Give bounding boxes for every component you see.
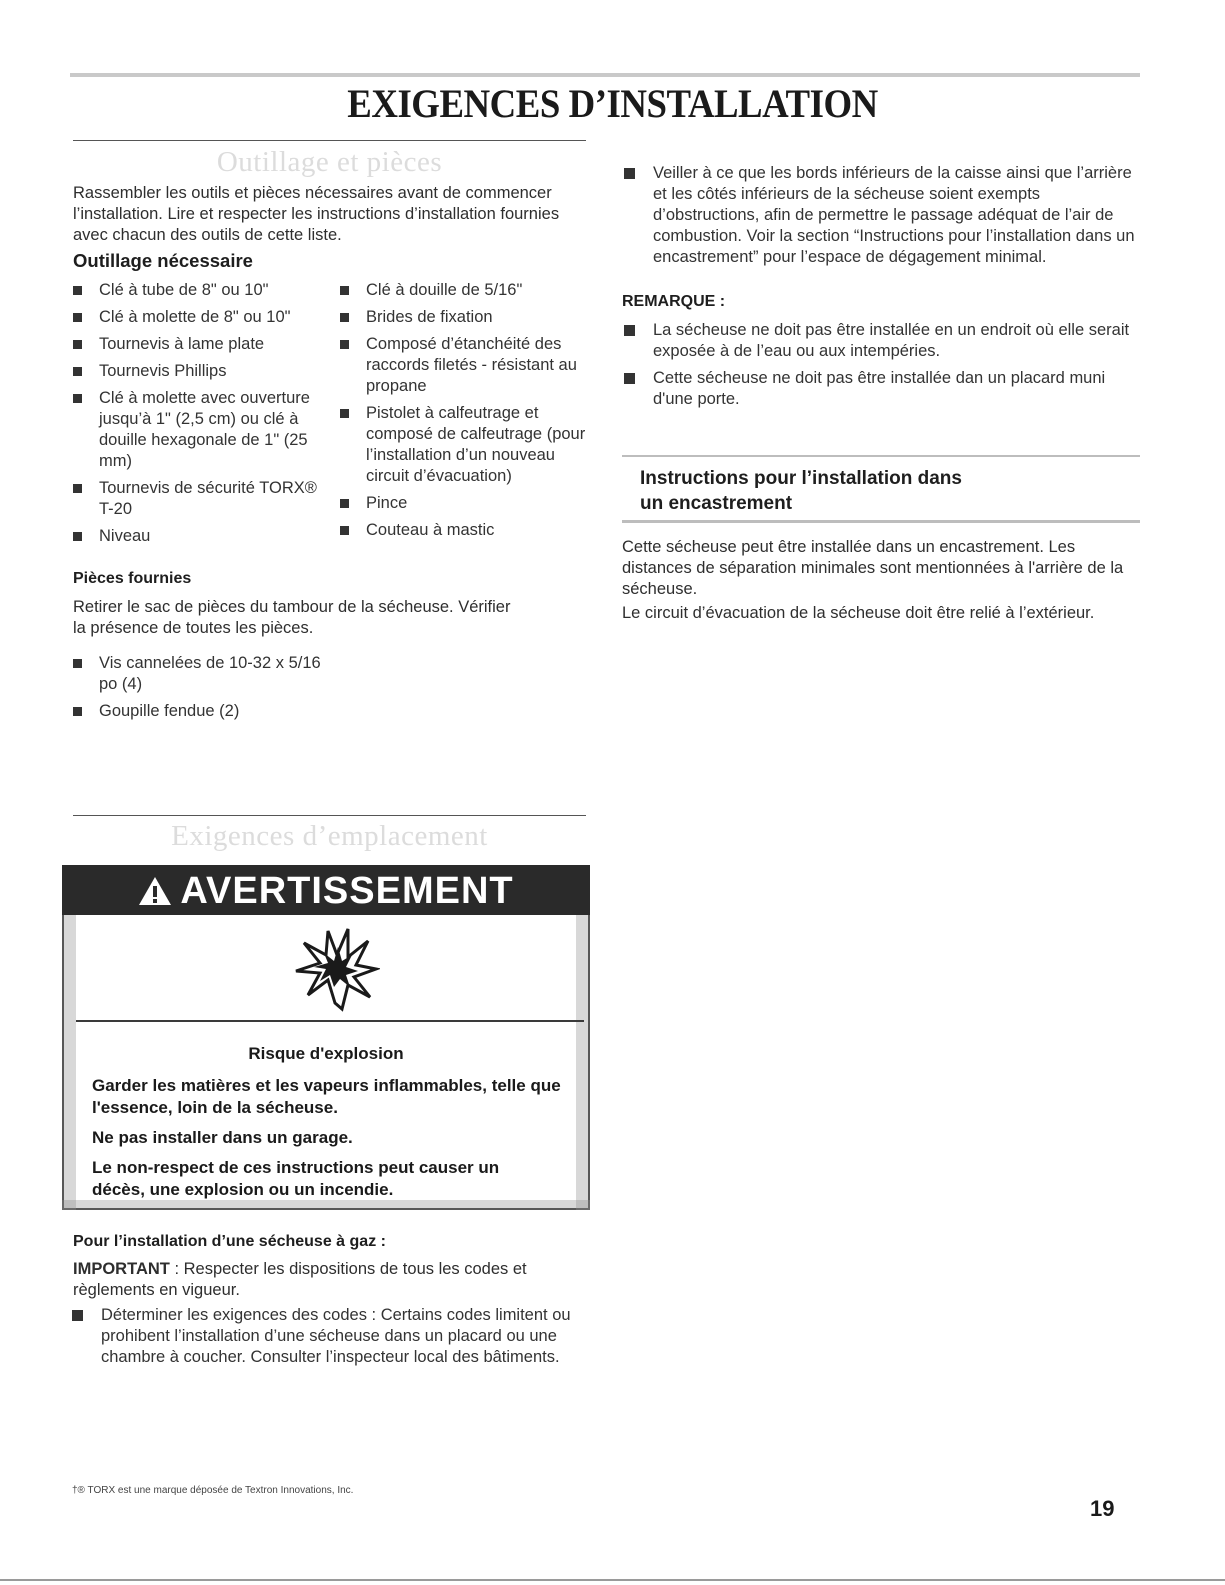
- section-rule: [73, 815, 586, 816]
- bullet-icon: [73, 707, 82, 716]
- tools-intro: Rassembler les outils et pièces nécessaires avant de commencer l’installation. Lire et respecter les instructions d’installation fournies avec chacun des outils de cette liste.: [73, 184, 560, 244]
- list-item: Goupille fendue (2): [71, 701, 321, 722]
- bullet-icon: [72, 1310, 83, 1321]
- important-label: IMPORTANT: [73, 1260, 170, 1278]
- important-text: : Respecter les dispositions de tous les codes et règlements en vigueur.: [73, 1260, 527, 1299]
- bullet-icon: [73, 659, 82, 668]
- bullet-icon: [340, 499, 349, 508]
- bullet-icon: [73, 532, 82, 541]
- list-item: Clé à molette de 8" ou 10": [71, 307, 321, 328]
- list-item: Tournevis Phillips: [71, 361, 321, 382]
- gas-list: [70, 1305, 588, 1374]
- remark-list: [622, 320, 1140, 416]
- warning-title: AVERTISSEMENT: [62, 870, 590, 913]
- bullet-icon: [73, 394, 82, 403]
- gas-heading: Pour l’installation d’une sécheuse à gaz :: [73, 1233, 386, 1250]
- alcove-rule-top: [622, 455, 1140, 457]
- bullet-icon: [340, 313, 349, 322]
- list-item: Couteau à mastic: [338, 520, 590, 541]
- bullet-icon: [73, 286, 82, 295]
- list-item: Pince: [338, 493, 590, 514]
- section-heading-location: Exigences d’emplacement: [171, 820, 488, 852]
- warning-triangle-icon: [138, 876, 172, 906]
- bullet-icon: [73, 484, 82, 493]
- bullet-icon: [624, 373, 635, 384]
- list-item: Déterminer les exigences des codes : Certains codes limitent ou prohibent l’installation d’une sécheuse dans un placard ou une chambre à coucher. Consulter l’inspecteur local des bâtiments.: [70, 1305, 588, 1368]
- bullet-icon: [624, 168, 635, 179]
- parts-heading: Pièces fournies: [73, 570, 192, 587]
- right-list: [622, 163, 1140, 274]
- bullet-icon: [624, 325, 635, 336]
- remark-label: REMARQUE :: [622, 293, 726, 310]
- list-item: Pistolet à calfeutrage et composé de calfeutrage (pour l’installation d’un nouveau circuit d’évacuation): [338, 403, 590, 487]
- list-item: Composé d’étanchéité des raccords filetés - résistant au propane: [338, 334, 590, 397]
- bullet-icon: [340, 340, 349, 349]
- bullet-icon: [340, 286, 349, 295]
- list-item: Niveau: [71, 526, 321, 547]
- list-item: Vis cannelées de 10-32 x 5/16 po (4): [71, 653, 321, 695]
- alcove-rule-bottom: [622, 520, 1140, 523]
- bullet-icon: [73, 367, 82, 376]
- list-item: Tournevis à lame plate: [71, 334, 321, 355]
- tools-heading: Outillage nécessaire: [73, 250, 253, 271]
- bottom-rule: [0, 1579, 1225, 1581]
- alcove-heading: Instructions pour l’installation dans un encastrement: [640, 468, 962, 514]
- footnote: †® TORX est une marque déposée de Textron Innovations, Inc.: [72, 1485, 354, 1496]
- explosion-icon: [290, 925, 380, 1015]
- list-item: Clé à douille de 5/16": [338, 280, 590, 301]
- bullet-icon: [340, 526, 349, 535]
- list-item: La sécheuse ne doit pas être installée en un endroit où elle serait exposée à de l’eau ou aux intempéries.: [622, 320, 1140, 362]
- warning-border-bottom: [62, 1200, 590, 1210]
- important-note: [73, 1259, 563, 1301]
- list-item: Cette sécheuse ne doit pas être installée dan un placard muni d'une porte.: [622, 368, 1140, 410]
- tools-list-col1: [71, 280, 321, 553]
- list-item: Clé à molette avec ouverture jusqu’à 1" (2,5 cm) ou clé à douille hexagonale de 1" (25 mm): [71, 388, 321, 472]
- list-item: Clé à tube de 8" ou 10": [71, 280, 321, 301]
- list-item: Brides de fixation: [338, 307, 590, 328]
- top-rule: [70, 73, 1140, 77]
- tools-list-col2: [338, 280, 590, 547]
- warning-line3: Le non-respect de ces instructions peut causer un décès, une explosion ou un incendie.: [92, 1158, 500, 1199]
- alcove-paragraph-2: Le circuit d’évacuation de la sécheuse doit être relié à l’extérieur.: [622, 604, 1095, 622]
- bullet-icon: [73, 340, 82, 349]
- bullet-icon: [340, 409, 349, 418]
- warning-line2: Ne pas installer dans un garage.: [92, 1128, 353, 1147]
- list-item: Tournevis de sécurité TORX® T-20: [71, 478, 321, 520]
- warning-line1: Garder les matières et les vapeurs inflammables, telle que l'essence, loin de la sécheuse.: [92, 1076, 561, 1117]
- warning-divider: [76, 1020, 584, 1022]
- alcove-paragraph-1: Cette sécheuse peut être installée dans un encastrement. Les distances de séparation minimales sont mentionnées à l'arrière de la sécheuse.: [622, 538, 1124, 598]
- page-title: EXIGENCES D’INSTALLATION: [347, 81, 878, 126]
- warning-risk: Risque d'explosion: [248, 1044, 404, 1063]
- parts-intro: Retirer le sac de pièces du tambour de la sécheuse. Vérifier la présence de toutes les pièces.: [73, 598, 511, 637]
- parts-list: [71, 653, 321, 728]
- bullet-icon: [73, 313, 82, 322]
- section-heading-tools: Outillage et pièces: [216, 146, 443, 178]
- list-item: Veiller à ce que les bords inférieurs de la caisse ainsi que l’arrière et les côtés inférieurs de la sécheuse soient exempts d’obstructions, afin de permettre le passage adéquat de l’air de combustion. Voir la section “Instructions pour l’installation dans un encastrement” pour l’espace de dégagement minimal.: [622, 163, 1140, 268]
- page-number: 19: [1090, 1496, 1115, 1521]
- section-rule: [73, 140, 586, 141]
